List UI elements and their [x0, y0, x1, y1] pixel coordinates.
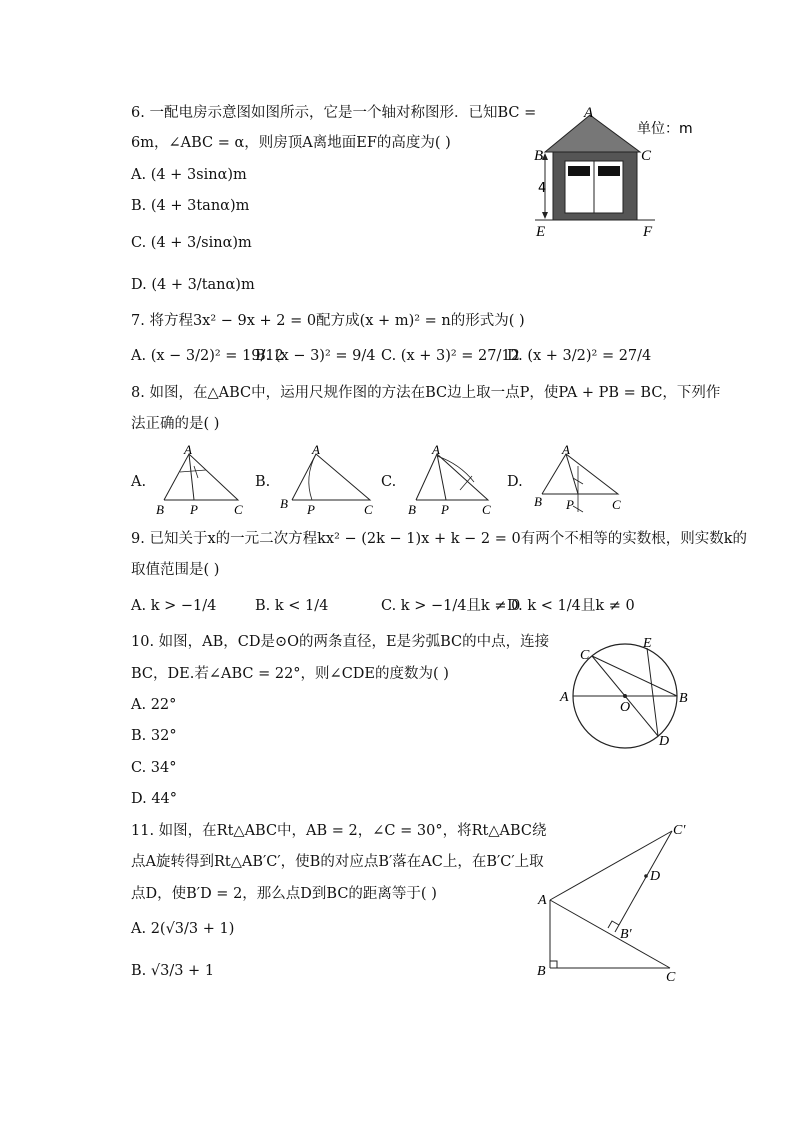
q10-option-c: C. 34°	[131, 760, 177, 776]
q10-label-o: O	[620, 700, 631, 715]
q6-option-b: B. (4 + 3tanα)m	[131, 198, 250, 214]
q11-triangle-figure	[530, 820, 700, 990]
svg-text:A: A	[432, 442, 440, 457]
q10-option-b: B. 32°	[131, 728, 177, 744]
q7-option-c: C. (x + 3)² = 27/12	[381, 348, 520, 364]
q10-circle-figure	[555, 632, 700, 757]
q11-label-d: D	[650, 869, 661, 884]
q6-unit-label: 单位：m	[637, 121, 693, 137]
svg-text:P: P	[566, 497, 574, 512]
q6-height-label: 4	[538, 181, 547, 196]
q11-stem-line1: 11. 如图，在Rt△ABC中，AB = 2，∠C = 30°，将Rt△ABC绕	[131, 823, 547, 839]
q6-label-e: E	[536, 224, 546, 240]
q8-stem-line2: 法正确的是( )	[131, 416, 220, 432]
q6-label-f: F	[643, 224, 653, 240]
svg-text:P: P	[190, 502, 198, 517]
svg-text:C: C	[234, 502, 243, 517]
q8-option-a: A.	[131, 474, 147, 490]
q6-stem-line1: 6. 一配电房示意图如图所示，它是一个轴对称图形．已知BC =	[131, 105, 537, 121]
svg-text:C: C	[612, 497, 621, 512]
q6-option-c: C. (4 + 3/sinα)m	[131, 235, 252, 251]
q9-stem-line2: 取值范围是( )	[131, 562, 220, 578]
q11-option-a: A. 2(√3/3 + 1)	[131, 921, 235, 937]
svg-text:A: A	[184, 442, 192, 457]
svg-text:C: C	[482, 502, 491, 517]
q8-figure-b	[278, 442, 378, 520]
q10-stem-line2: BC，DE.若∠ABC = 22°，则∠CDE的度数为( )	[131, 666, 449, 682]
q8-option-c: C.	[381, 474, 397, 490]
q6-stem-line2: 6m，∠ABC = α，则房顶A离地面EF的高度为( )	[131, 135, 451, 151]
q8-figure-a	[150, 442, 250, 520]
svg-text:B: B	[156, 502, 164, 517]
q9-option-c: C. k > −1/4且k ≠ 0	[381, 598, 521, 614]
q11-label-c-prime: C′	[673, 823, 686, 838]
q7-option-b: B. (x − 3)² = 9/4	[255, 348, 376, 364]
q9-stem-line1: 9. 已知关于x的一元二次方程kx² − (2k − 1)x + k − 2 = 0有两个不相等的实数根，则实数k的	[131, 531, 747, 547]
q6-house-figure	[525, 100, 705, 240]
q11-stem-line3: 点D，使B′D = 2，那么点D到BC的距离等于( )	[131, 886, 437, 902]
q6-label-b: B	[534, 148, 544, 164]
q11-label-c: C	[666, 970, 676, 985]
q6-option-a: A. (4 + 3sinα)m	[131, 167, 247, 183]
q6-label-a: A	[584, 105, 594, 121]
q8-stem-line1: 8. 如图，在△ABC中，运用尺规作图的方法在BC边上取一点P，使PA + PB = BC，下列作	[131, 385, 721, 401]
q11-label-a: A	[538, 893, 547, 908]
q8-option-d: D.	[507, 474, 523, 490]
q8-figure-c	[402, 442, 502, 520]
q10-option-a: A. 22°	[131, 697, 177, 713]
svg-text:A: A	[312, 442, 320, 457]
q11-label-b-prime: B′	[620, 927, 632, 942]
q11-stem-line2: 点A旋转得到Rt△AB′C′，使B的对应点B′落在AC上，在B′C′上取	[131, 854, 544, 870]
svg-text:P: P	[307, 502, 315, 517]
q8-figure-d	[530, 442, 630, 520]
q10-stem-line1: 10. 如图，AB，CD是⊙O的两条直径，E是劣弧BC的中点，连接	[131, 634, 550, 650]
q7-option-a: A. (x − 3/2)² = 19/12	[131, 348, 284, 364]
svg-text:C: C	[364, 502, 373, 517]
q10-label-a: A	[560, 690, 569, 705]
q11-option-b: B. √3/3 + 1	[131, 963, 215, 979]
svg-text:B: B	[280, 496, 288, 511]
svg-text:A: A	[562, 442, 570, 457]
q11-label-b: B	[537, 964, 546, 979]
q10-label-c: C	[580, 648, 590, 663]
q10-label-e: E	[643, 636, 652, 651]
q10-label-b: B	[679, 691, 688, 706]
svg-text:B: B	[534, 494, 542, 509]
svg-text:P: P	[441, 502, 449, 517]
q7-option-d: D. (x + 3/2)² = 27/4	[507, 348, 652, 364]
q10-label-d: D	[659, 734, 670, 749]
q10-option-d: D. 44°	[131, 791, 178, 807]
svg-text:B: B	[408, 502, 416, 517]
q9-option-a: A. k > −1/4	[131, 598, 217, 614]
q7-stem: 7. 将方程3x² − 9x + 2 = 0配方成(x + m)² = n的形式为( )	[131, 313, 525, 329]
q6-label-c: C	[641, 148, 652, 164]
q9-option-b: B. k < 1/4	[255, 598, 329, 614]
q8-option-b: B.	[255, 474, 271, 490]
q9-option-d: D. k < 1/4且k ≠ 0	[507, 598, 635, 614]
q6-option-d: D. (4 + 3/tanα)m	[131, 277, 255, 293]
